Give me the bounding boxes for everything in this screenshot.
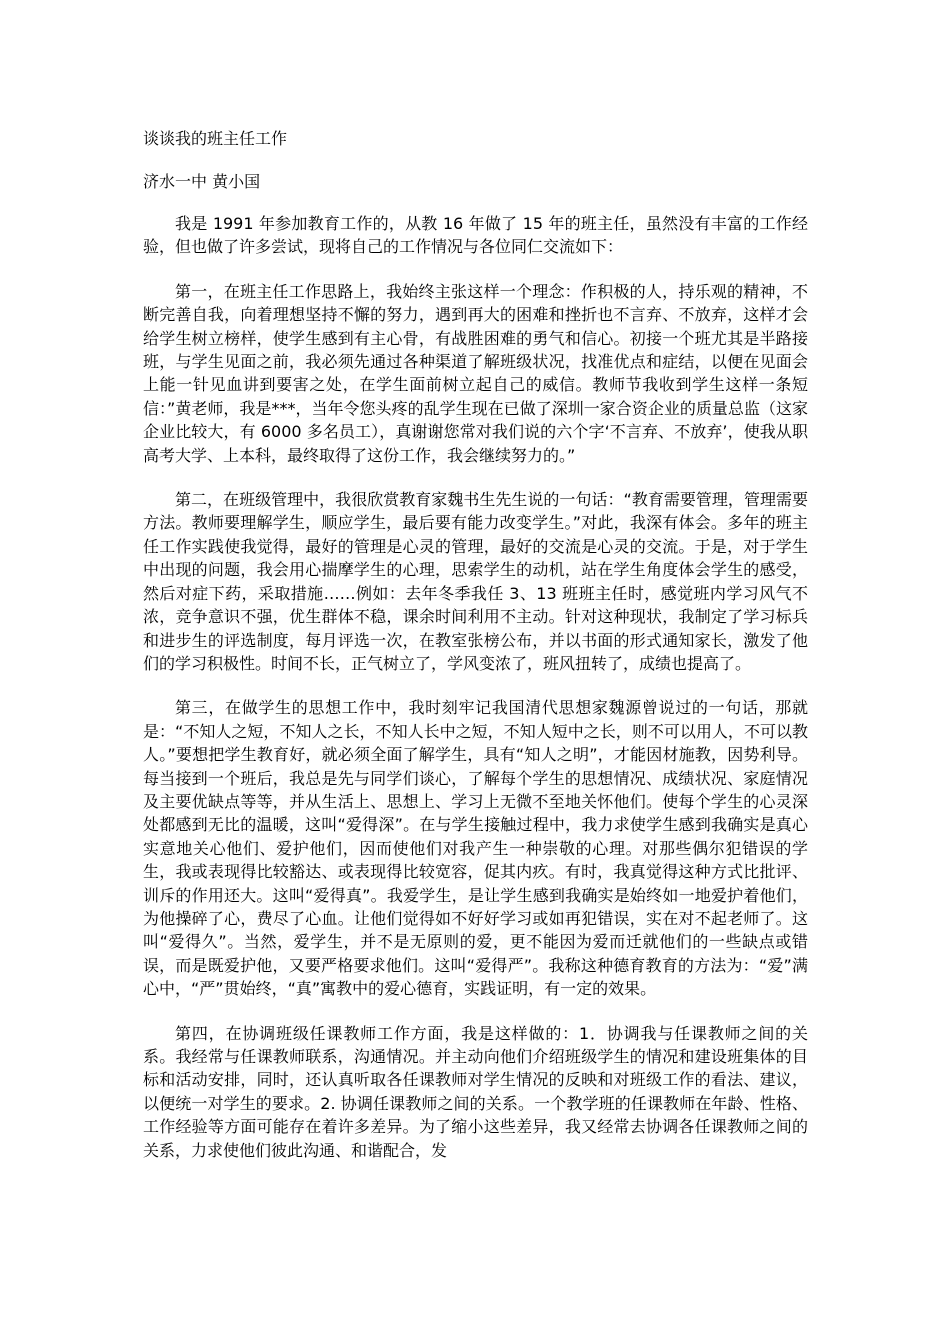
document-title: 谈谈我的班主任工作: [143, 129, 288, 148]
document-page: [143, 127, 808, 1162]
paragraph-first-point: 第一，在班主任工作思路上，我始终主张这样一个理念：作积极的人，持乐观的精神，不断完善自我，向着理想坚持不懈的努力，遇到再大的困难和挫折也不言弃、不放弃，这样才会给学生树立榜样，使学生感到有主心骨，有战胜困难的勇气和信心。初接一个班尤其是半路接班，与学生见面之前，我必须先通过各种渠道了解班级状况，找准优点和症结，以便在见面会上能一针见血讲到要害之处，在学生面前树立起自己的威信。教师节我收到学生这样一条短信：”黄老师，我是***，当年令您头疼的乱学生现在已做了深圳一家合资企业的质量总监（这家企业比较大，有 6000 多名员工），真谢谢您常对我们说的六个字‘不言弃、不放弃’，使我从职高考大学、上本科，最终取得了这份工作，我会继续努力的。”: [143, 281, 808, 465]
author-line: 济水一中 黄小国: [143, 172, 261, 191]
paragraph-intro: 我是 1991 年参加教育工作的，从教 16 年做了 15 年的班主任，虽然没有丰富的工作经验，但也做了许多尝试，现将自己的工作情况与各位同仁交流如下：: [143, 214, 808, 257]
paragraph-second-point: 第二，在班级管理中，我很欣赏教育家魏书生先生说的一句话：“教育需要管理，管理需要方法。教师要理解学生，顺应学生，最后要有能力改变学生。”对此，我深有体会。多年的班主任工作实践使我觉得，最好的管理是心灵的管理，最好的交流是心灵的交流。于是，对于学生中出现的问题，我会用心揣摩学生的心理，思索学生的动机，站在学生角度体会学生的感受，然后对症下药，采取措施……例如：去年冬季我任 3、13 班班主任时，感觉班内学习风气不浓，竞争意识不强，优生群体不稳，课余时间利用不主动。针对这种现状，我制定了学习标兵和进步生的评选制度，每月评选一次，在教室张榜公布，并以书面的形式通知家长，激发了他们的学习积极性。时间不长，正气树立了，学风变浓了，班风扭转了，成绩也提高了。: [143, 490, 808, 673]
paragraph-third-point: 第三，在做学生的思想工作中，我时刻牢记我国清代思想家魏源曾说过的一句话，那就是：“不知人之短，不知人之长，不知人长中之短，不知人短中之长，则不可以用人，不可以教人。”要想把学生教育好，就必须全面了解学生，具有“知人之明”，才能因材施教，因势利导。每当接到一个班后，我总是先与同学们谈心，了解每个学生的思想情况、成绩状况、家庭情况及主要优缺点等等，并从生活上、思想上、学习上无微不至地关怀他们。使每个学生的心灵深处都感到无比的温暖，这叫“爱得深”。在与学生接触过程中，我力求使学生感到我确实是真心实意地关心他们、爱护他们，因而使他们对我产生一种崇敬的心理。对那些偶尔犯错误的学生，我或表现得比较豁达、或表现得比较宽容，促其内疚。有时，我真觉得这种方式比批评、训斥的作用还大。这叫“爱得真”。我爱学生，是让学生感到我确实是始终如一地爱护着他们，为他操碎了心，费尽了心血。让他们觉得如不好好学习或如再犯错误，实在对不起老师了。这叫“爱得久”。当然，爱学生，并不是无原则的爱，更不能因为爱而迁就他们的一些缺点或错误，而是既爱护他，又要严格要求他们。这叫“爱得严”。我称这种德育教育的方法为：“爱”满心中，“严”贯始终，“真”寓教中的爱心德育，实践证明，有一定的效果。: [143, 698, 808, 999]
paragraph-fourth-point: 第四，在协调班级任课教师工作方面，我是这样做的：1．协调我与任课教师之间的关系。我经常与任课教师联系，沟通情况。并主动向他们介绍班级学生的情况和建设班集体的目标和活动安排，同时，还认真听取各任课教师对学生情况的反映和对班级工作的看法、建议，以便统一对学生的要求。2. 协调任课教师之间的关系。一个教学班的任课教师在年龄、性格、工作经验等方面可能存在着许多差异。为了缩小这些差异，我又经常去协调各任课教师之间的关系，力求使他们彼此沟通、和谐配合，发: [143, 1023, 808, 1160]
